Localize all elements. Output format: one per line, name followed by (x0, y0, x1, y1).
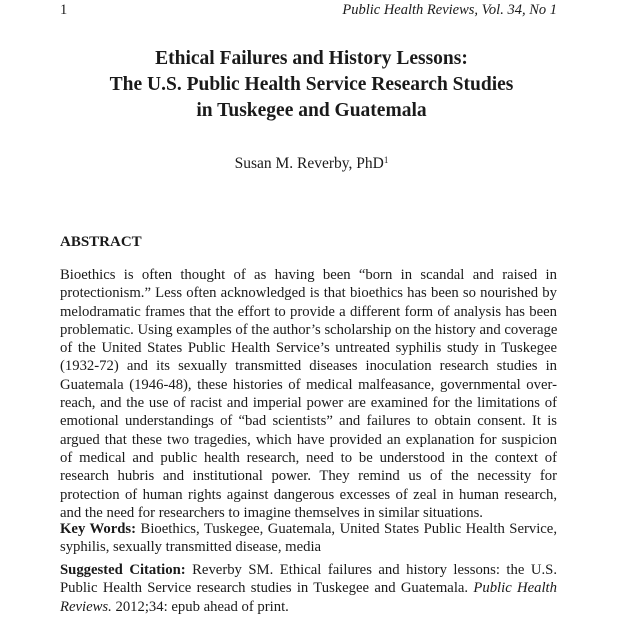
author-line (0, 154, 623, 173)
title-line: Ethical Failures and History Lessons: (155, 48, 468, 69)
citation-row (60, 561, 557, 579)
abstract-line: argued that these two tragedies, which have provided an explanation for suspicion (60, 431, 557, 448)
article-title (40, 46, 583, 124)
affiliation-mark: 1 (383, 155, 389, 165)
abstract-line: emotional understandings of “bad scientists” and failures to obtain consent. It is (60, 413, 557, 430)
citation-text: Reverby SM. Ethical failures and history lessons: the U.S. (185, 562, 557, 578)
abstract-line: of medical and public health research, need to be understood in the context of (60, 449, 557, 466)
abstract-line: Bioethics is often thought of as having been “born in scandal and raised in (60, 267, 557, 283)
author-name: Susan M. Reverby, PhD (234, 155, 384, 173)
citation-row (60, 598, 557, 616)
keywords-row (60, 520, 557, 538)
keywords-text: Bioethics, Tuskegee, Guatemala, United States Public Health Service, (136, 521, 557, 537)
title-line: The U.S. Public Health Service Research Studies (109, 74, 514, 95)
citation-text: 2012;34: epub ahead of print. (111, 598, 289, 615)
citation-label: Suggested Citation: (60, 562, 186, 578)
abstract-heading: ABSTRACT (60, 234, 142, 250)
page-number: 1 (60, 2, 68, 18)
citation-journal: Reviews. (60, 598, 112, 615)
citation-text: Public Health Service research studies in Tuskegee and Guatemala. (60, 580, 474, 597)
journal-citation: Public Health Reviews, Vol. 34, No 1 (342, 2, 557, 18)
abstract-line: melodramatic frames that the effort to provide a different form of analysis has been (60, 303, 557, 320)
abstract-line: reach, and the use of racist and imperial power are examined for the limitations of (60, 395, 557, 412)
citation-block (60, 561, 557, 616)
abstract-line: problematic. Using examples of the author’s scholarship on the history and coverage (60, 321, 558, 338)
keywords-block (60, 520, 557, 557)
abstract-line: (1932-72) and its sexually transmitted diseases inoculation research studies in (60, 358, 557, 375)
abstract-line: of the United States Public Health Service’s untreated syphilis study in Tuskegee (60, 340, 557, 357)
abstract-line: and the need for researchers to imagine themselves in similar situations. (60, 504, 483, 521)
citation-row (60, 579, 557, 597)
abstract-line: protectionism.” Less often acknowledged is that bioethics has been so nourished by (60, 285, 557, 302)
title-line: in Tuskegee and Guatemala (196, 100, 427, 121)
keywords-text: syphilis, sexually transmitted disease, media (60, 539, 322, 556)
abstract-line: Guatemala (1946-48), these histories of medical malfeasance, governmental over- (60, 376, 557, 393)
abstract-body (60, 266, 557, 522)
abstract-line: research hubris and institutional power. They remind us of the necessity for (60, 468, 557, 485)
abstract-line: protection of human rights against dangerous excesses of zeal in human research, (60, 486, 557, 503)
citation-journal: Public Health (473, 580, 557, 597)
keywords-label: Key Words: (60, 521, 137, 537)
